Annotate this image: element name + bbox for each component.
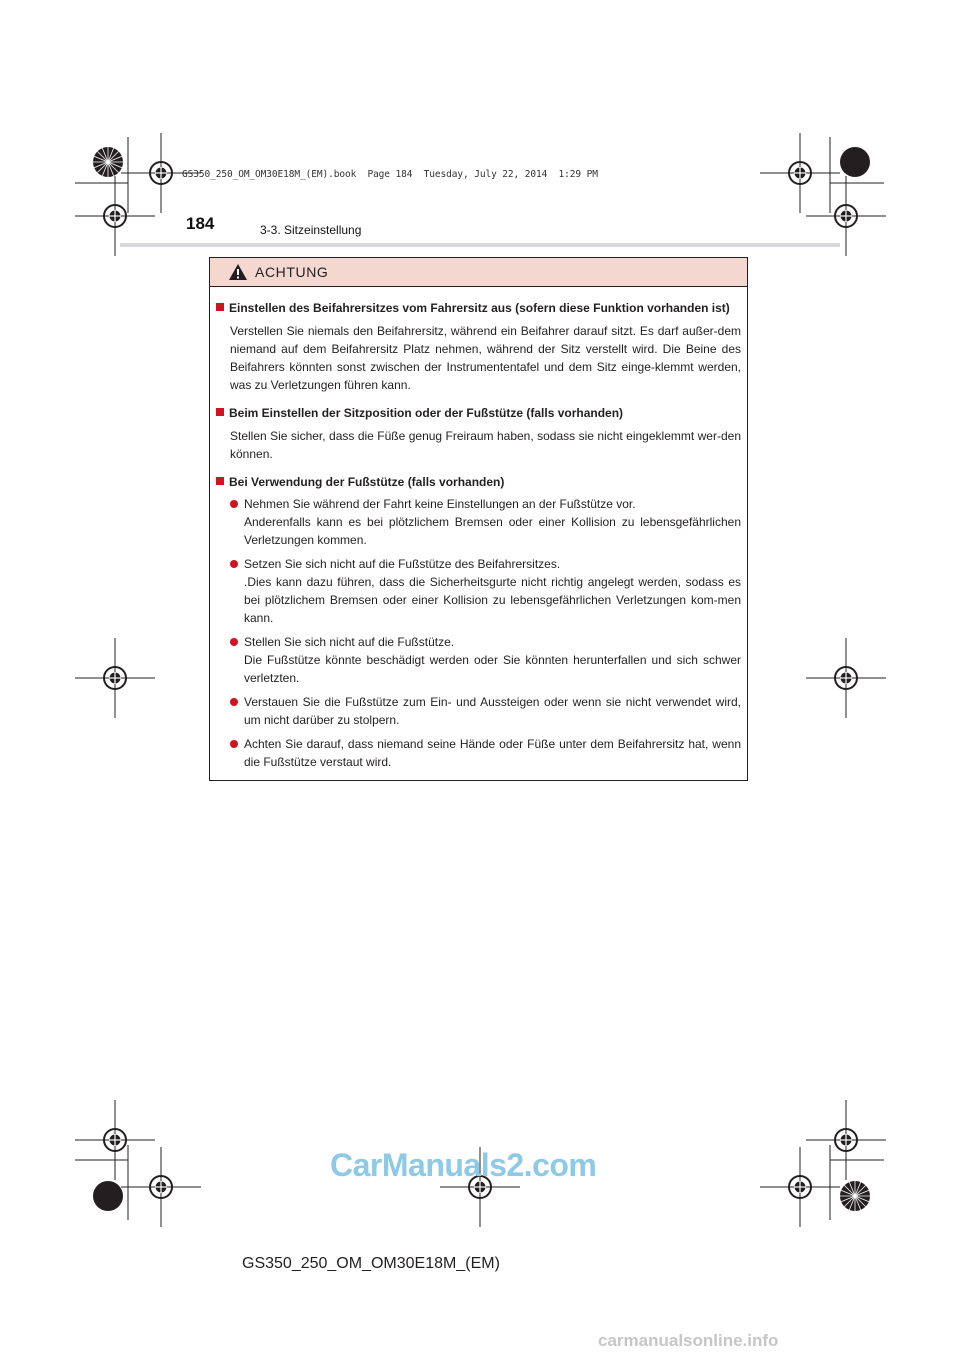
- warning-title: ACHTUNG: [255, 264, 329, 280]
- warning-section: [216, 474, 741, 771]
- bullet-line: Die Fußstütze könnte beschädigt werden oder Sie könnten herunterfallen und sich schwer verletzten.: [244, 653, 741, 685]
- warning-section: [216, 405, 741, 463]
- footer-code: GS350_250_OM_OM30E18M_(EM): [242, 1255, 500, 1272]
- section-title: 3-3. Sitzeinstellung: [260, 223, 362, 237]
- section-heading: Bei Verwendung der Fußstütze (falls vorhanden): [229, 475, 505, 489]
- section-heading: Beim Einstellen der Sitzposition oder der Fußstütze (falls vorhanden): [229, 406, 624, 420]
- warning-section: [216, 300, 741, 394]
- header-rule: [120, 243, 840, 247]
- warning-box: [209, 257, 748, 781]
- square-bullet-icon: [216, 303, 224, 311]
- list-item: [230, 633, 741, 687]
- square-bullet-icon: [216, 477, 224, 485]
- square-bullet-icon: [216, 408, 224, 416]
- warning-triangle-icon: [228, 263, 248, 281]
- section-paragraph: Verstellen Sie niemals den Beifahrersitz, während ein Beifahrer darauf sitzt. Es darf außer-dem niemand auf dem Beifahrersitz Platz nehmen, während der Sitz verstellt wird. Die Beine des Beifahrers könnten sonst zwischen der Instrumententafel und dem Sitz einge-klemmt werden, was zu Verletzungen führen kann.: [230, 324, 741, 392]
- bullet-line: Setzen Sie sich nicht auf die Fußstütze des Beifahrersitzes.: [244, 557, 561, 571]
- list-item: [230, 693, 741, 729]
- bullet-line: Anderenfalls kann es bei plötzlichem Bremsen oder einer Kollision zu lebensgefährlichen Verletzungen kommen.: [244, 515, 741, 547]
- page-number: 184: [186, 214, 215, 233]
- warning-header: [210, 258, 747, 287]
- watermark-carmanualsonline: carmanualsonline.info: [598, 1331, 779, 1350]
- round-bullet-icon: [230, 560, 238, 568]
- section-paragraph: Stellen Sie sicher, dass die Füße genug Freiraum haben, sodass sie nicht eingeklemmt wer-den können.: [230, 429, 741, 461]
- bullet-line: Stellen Sie sich nicht auf die Fußstütze.: [244, 635, 455, 649]
- bullet-line: Achten Sie darauf, dass niemand seine Hände oder Füße unter dem Beifahrersitz hat, wenn die Fußstütze verstaut wird.: [244, 737, 741, 769]
- bullet-line: Verstauen Sie die Fußstütze zum Ein- und Aussteigen oder wenn sie nicht verwendet wird, um nicht darüber zu stolpern.: [244, 695, 741, 727]
- watermark-carmanuals2: CarManuals2.com: [330, 1147, 597, 1183]
- bullet-line: Nehmen Sie während der Fahrt keine Einstellungen an der Fußstütze vor.: [244, 497, 636, 511]
- round-bullet-icon: [230, 698, 238, 706]
- round-bullet-icon: [230, 638, 238, 646]
- list-item: [230, 495, 741, 549]
- bullet-line: .Dies kann dazu führen, dass die Sicherheitsgurte nicht richtig angelegt werden, sodass es bei plötzlichem Bremsen oder einer Kollision zu lebensgefährlichen Verletzungen kom-men kann.: [244, 575, 741, 625]
- print-header-line: GS350_250_OM_OM30E18M_(EM).book Page 184 Tuesday, July 22, 2014 1:29 PM: [182, 169, 598, 180]
- list-item: [230, 555, 741, 627]
- section-heading: Einstellen des Beifahrersitzes vom Fahrersitz aus (sofern diese Funktion vorhanden ist): [229, 301, 730, 315]
- round-bullet-icon: [230, 500, 238, 508]
- round-bullet-icon: [230, 740, 238, 748]
- list-item: [230, 735, 741, 771]
- warning-body: [210, 287, 747, 771]
